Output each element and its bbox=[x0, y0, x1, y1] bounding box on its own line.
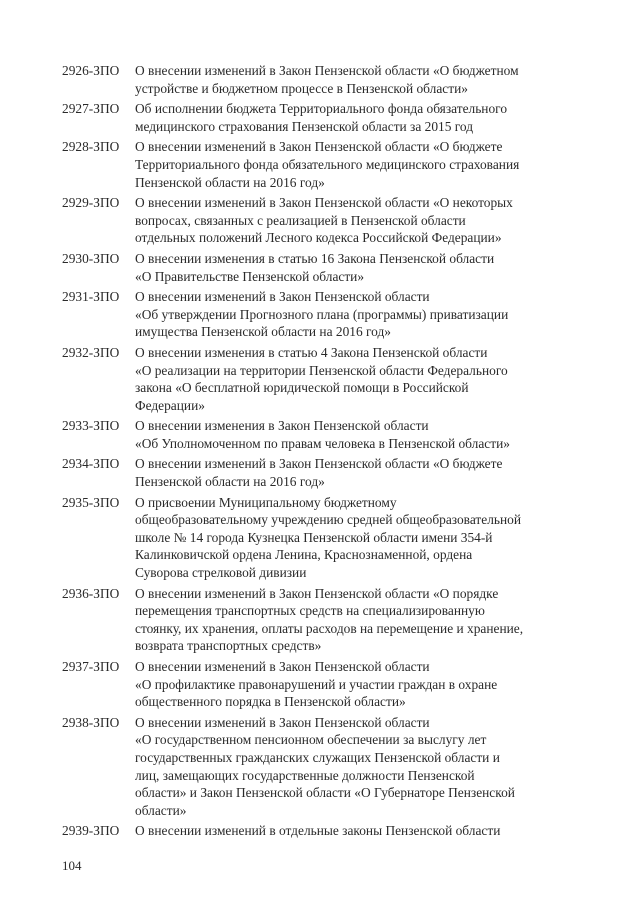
law-title bbox=[135, 250, 582, 285]
law-number: 2937-ЗПО bbox=[62, 659, 120, 674]
law-title-line: Пензенской области на 2016 год» bbox=[135, 174, 325, 190]
law-number: 2938-ЗПО bbox=[62, 714, 120, 730]
law-title-line: лиц, замещающих государственные должности Пензенской bbox=[135, 767, 475, 783]
law-title-line: области» bbox=[135, 802, 187, 818]
law-number: 2928-ЗПО bbox=[62, 139, 120, 155]
law-title-line: О внесении изменений в Закон Пензенской области «О порядке bbox=[135, 585, 499, 601]
law-number: 2936-ЗПО bbox=[62, 585, 120, 601]
law-title-line: вопросах, связанных с реализацией в Пензенской области bbox=[135, 212, 466, 228]
law-number: 2927-ЗПО bbox=[62, 101, 120, 117]
law-title-line: О внесении изменений в Закон Пензенской области bbox=[135, 714, 430, 730]
law-title-line: Калинковичской ордена Ленина, Краснознаменной, ордена bbox=[135, 547, 473, 563]
law-title bbox=[135, 344, 582, 414]
law-title-line: О внесении изменений в Закон Пензенской области bbox=[135, 659, 430, 674]
law-title-line: «О профилактике правонарушений и участии граждан в охране bbox=[135, 676, 498, 692]
law-title-line: «О государственном пенсионном обеспечении за выслугу лет bbox=[135, 732, 487, 748]
law-entry bbox=[62, 585, 582, 655]
page-number: 104 bbox=[62, 858, 82, 873]
law-title-line: О внесении изменений в Закон Пензенской области «О бюджетном bbox=[135, 63, 519, 78]
law-title-line: общеобразовательному учреждению средней общеобразовательной bbox=[135, 512, 522, 528]
law-title bbox=[135, 658, 582, 711]
law-number: 2932-ЗПО bbox=[62, 344, 120, 360]
law-entry bbox=[62, 250, 582, 285]
law-number: 2926-ЗПО bbox=[62, 63, 120, 78]
law-title-line: «Об утверждении Прогнозного плана (программы) приватизации bbox=[135, 306, 509, 322]
law-number: 2931-ЗПО bbox=[62, 289, 120, 305]
law-title bbox=[135, 494, 582, 582]
law-title-line: О внесении изменений в Закон Пензенской области «О бюджете bbox=[135, 456, 503, 472]
law-title-line: закона «О бесплатной юридической помощи в Российской bbox=[135, 380, 469, 396]
law-entry bbox=[62, 194, 582, 247]
law-title-line: устройстве и бюджетном процессе в Пензенской области» bbox=[135, 80, 468, 96]
law-title-line: О присвоении Муниципальному бюджетному bbox=[135, 494, 397, 510]
law-entry bbox=[62, 344, 582, 414]
law-title bbox=[135, 822, 582, 840]
law-title-line: О внесении изменения в Закон Пензенской области bbox=[135, 418, 429, 434]
law-title bbox=[135, 138, 582, 191]
law-entry bbox=[62, 494, 582, 582]
law-title bbox=[135, 417, 582, 452]
law-entry bbox=[62, 138, 582, 191]
law-title-line: Территориального фонда обязательного медицинского страхования bbox=[135, 156, 520, 172]
law-title-line: общественного порядка в Пензенской области» bbox=[135, 694, 406, 710]
law-title-line: возврата транспортных средств» bbox=[135, 638, 322, 654]
law-title bbox=[135, 194, 582, 247]
law-title-line: Пензенской области на 2016 год» bbox=[135, 474, 325, 490]
law-title bbox=[135, 455, 582, 490]
law-title bbox=[135, 62, 582, 97]
law-number: 2929-ЗПО bbox=[62, 195, 120, 211]
law-title bbox=[135, 288, 582, 341]
law-title bbox=[135, 100, 582, 135]
law-title-line: государственных гражданских служащих Пензенской области и bbox=[135, 749, 500, 765]
law-title-line: школе № 14 города Кузнецка Пензенской области имени 354-й bbox=[135, 529, 493, 545]
law-title-line: Федерации» bbox=[135, 397, 205, 413]
law-list bbox=[62, 62, 582, 843]
law-title-line: О внесении изменения в статью 4 Закона Пензенской области bbox=[135, 344, 488, 360]
law-title-line: О внесении изменений в Закон Пензенской области «О бюджете bbox=[135, 139, 503, 155]
law-title-line: «Об Уполномоченном по правам человека в Пензенской области» bbox=[135, 435, 510, 451]
law-title-line: Суворова стрелковой дивизии bbox=[135, 565, 307, 581]
law-entry bbox=[62, 62, 582, 97]
law-title-line: О внесении изменений в Закон Пензенской области bbox=[135, 289, 430, 305]
law-entry bbox=[62, 288, 582, 341]
law-title-line: отдельных положений Лесного кодекса Российской Федерации» bbox=[135, 230, 502, 246]
law-entry bbox=[62, 100, 582, 135]
law-title-line: «О реализации на территории Пензенской области Федерального bbox=[135, 362, 508, 378]
law-number: 2939-ЗПО bbox=[62, 823, 120, 839]
law-title-line: О внесении изменения в статью 16 Закона Пензенской области bbox=[135, 250, 495, 266]
law-number: 2933-ЗПО bbox=[62, 418, 120, 434]
law-entry bbox=[62, 822, 582, 840]
law-title-line: Об исполнении бюджета Территориального фонда обязательного bbox=[135, 101, 508, 117]
law-title-line: медицинского страхования Пензенской области за 2015 год bbox=[135, 118, 474, 134]
law-title-line: перемещения транспортных средств на специализированную bbox=[135, 603, 485, 619]
law-title-line: «О Правительстве Пензенской области» bbox=[135, 268, 365, 284]
law-title bbox=[135, 714, 582, 820]
law-number: 2935-ЗПО bbox=[62, 494, 120, 510]
law-title-line: имущества Пензенской области на 2016 год» bbox=[135, 324, 391, 340]
law-title-line: стоянку, их хранения, оплаты расходов на перемещение и хранение, bbox=[135, 620, 524, 636]
law-title-line: области» и Закон Пензенской области «О Губернаторе Пензенской bbox=[135, 785, 515, 801]
law-title-line: О внесении изменений в Закон Пензенской области «О некоторых bbox=[135, 195, 513, 211]
law-entry bbox=[62, 455, 582, 490]
law-title-line: О внесении изменений в отдельные законы Пензенской области bbox=[135, 823, 501, 839]
law-entry bbox=[62, 658, 582, 711]
law-entry bbox=[62, 417, 582, 452]
law-number: 2930-ЗПО bbox=[62, 250, 120, 266]
law-title bbox=[135, 585, 582, 655]
law-number: 2934-ЗПО bbox=[62, 456, 120, 472]
law-entry bbox=[62, 714, 582, 820]
